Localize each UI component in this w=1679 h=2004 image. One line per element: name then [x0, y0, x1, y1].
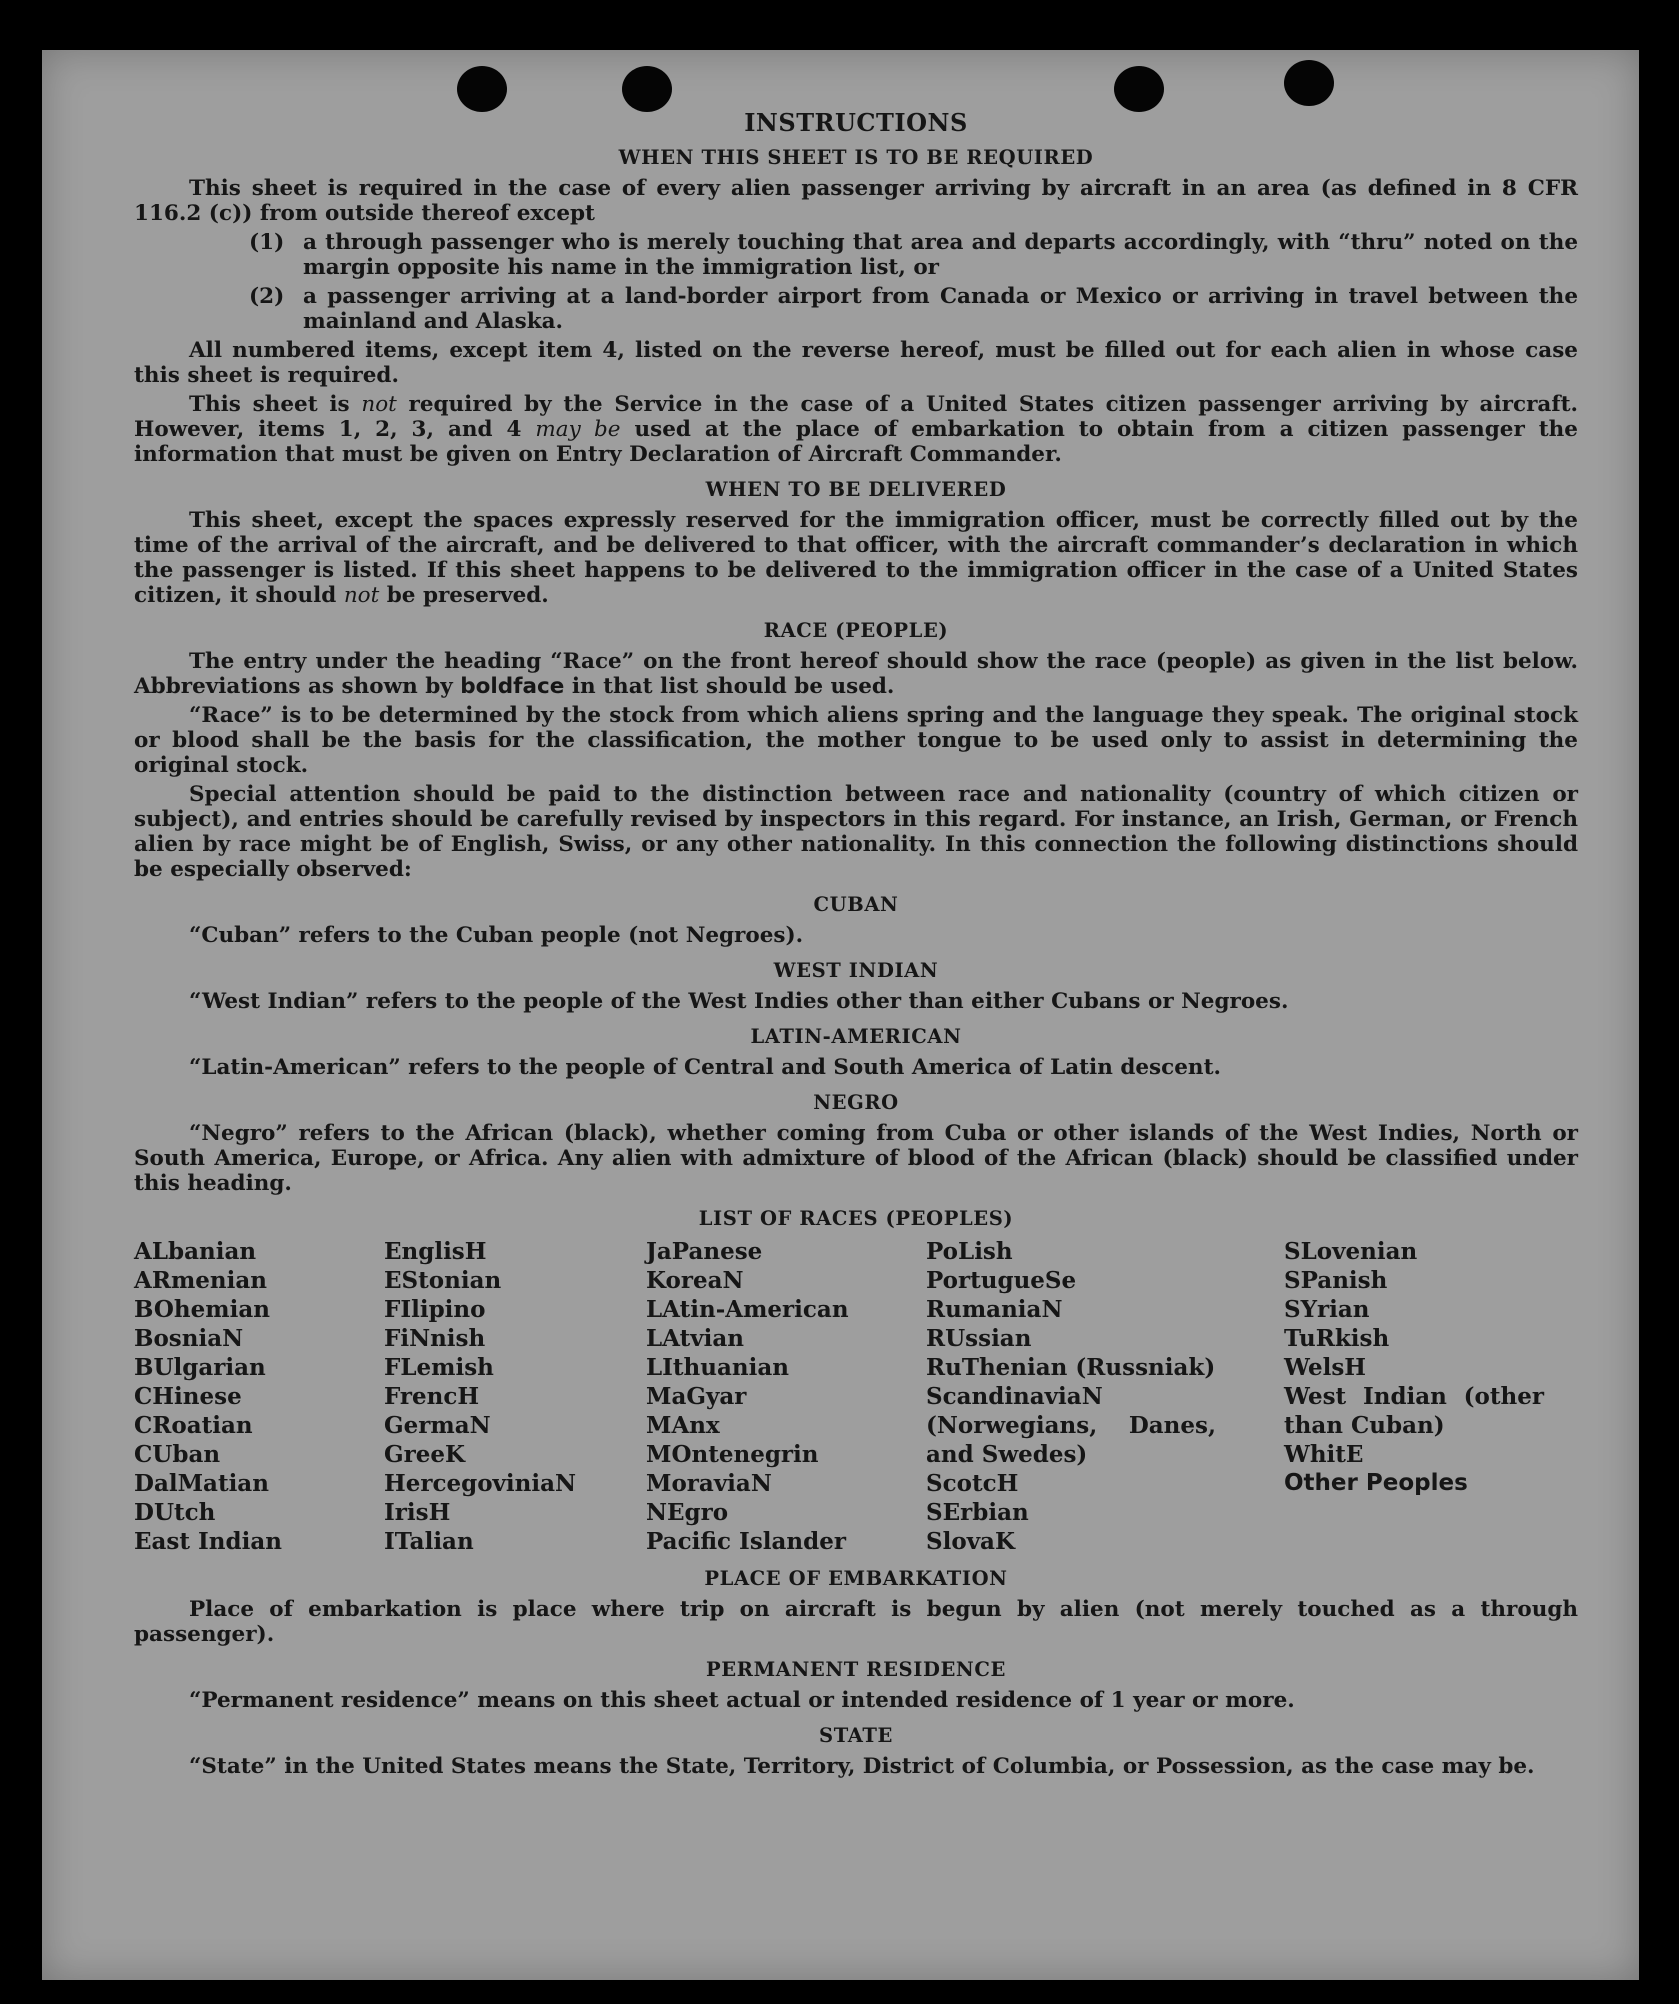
race-item: Other Peoples	[1284, 1470, 1468, 1496]
race-list	[134, 1237, 1578, 1556]
required-paragraph: This sheet is required in the case of every alien passenger arriving by aircraft in an area (as defined in 8 CFR 116.2 (c)) from outside thereof except	[134, 176, 1578, 226]
race-item: RuThenian (Russniak)	[926, 1354, 1216, 1381]
race-item: BOhemian	[134, 1296, 270, 1323]
race-item: CHinese	[134, 1383, 242, 1410]
cuban-text: “Cuban” refers to the Cuban people (not Negroes).	[189, 923, 804, 948]
race-paragraph-2: “Race” is to be determined by the stock from which aliens spring and the language they speak. The original stock or blood shall be the basis for the classification, the mother tongue to be used only to assist in determining the original stock.	[134, 703, 1578, 778]
item-text: a passenger arriving at a land-border airport from Canada or Mexico or arriving in travel between the mainland and Alaska.	[303, 284, 1578, 334]
citizen-paragraph	[134, 392, 1578, 467]
race-item: BosniaN	[134, 1325, 244, 1352]
punch-hole	[1284, 60, 1334, 106]
embarkation-text: Place of embarkation is place where trip on aircraft is begun by alien (not merely touched as a through passenger).	[134, 1597, 1578, 1647]
race-item: PoLish	[926, 1238, 1013, 1265]
race-column-3	[646, 1237, 926, 1556]
text-run: This sheet is	[189, 392, 362, 417]
race-item: TuRkish	[1284, 1325, 1390, 1352]
race-item: HercegoviniaN	[384, 1470, 577, 1497]
race-item: ALbanian	[134, 1238, 257, 1265]
heading-delivered: WHEN TO BE DELIVERED	[705, 478, 1007, 501]
text-run: used at the place of embarkation to obtain from a citizen passenger the information that must be given on Entry Declaration of Aircraft Commander.	[134, 417, 1578, 467]
boldface-word: boldface	[460, 674, 565, 699]
west-indian-text: “West Indian” refers to the people of the West Indies other than either Cubans or Negroes.	[189, 989, 1289, 1014]
race-item: FiNnish	[384, 1325, 486, 1352]
race-item: NEgro	[646, 1499, 729, 1526]
emphasis-not: not	[361, 392, 397, 417]
race-item: RUssian	[926, 1325, 1032, 1352]
race-item: MoraviaN	[646, 1470, 772, 1497]
race-item: JaPanese	[646, 1238, 763, 1265]
race-column-5	[1284, 1237, 1578, 1556]
negro-text: “Negro” refers to the African (black), whether coming from Cuba or other islands of the West Indies, North or South America, Europe, or Africa. Any alien with admixture of blood of the African (black) should be classified under this heading.	[134, 1121, 1578, 1196]
race-item: ARmenian	[134, 1267, 268, 1294]
race-item: SErbian	[926, 1499, 1029, 1526]
race-item: LIthuanian	[646, 1354, 789, 1381]
race-item: CRoatian	[134, 1412, 253, 1439]
text-run: be preserved.	[379, 583, 549, 608]
delivered-paragraph	[134, 508, 1578, 608]
race-item: GreeK	[384, 1441, 466, 1468]
heading-state: STATE	[819, 1724, 893, 1747]
heading-required: WHEN THIS SHEET IS TO BE REQUIRED	[618, 146, 1094, 169]
race-item: MaGyar	[646, 1383, 747, 1410]
item-number: (1)	[249, 230, 285, 255]
race-item: SlovaK	[926, 1528, 1015, 1555]
heading-race: RACE (PEOPLE)	[763, 619, 949, 642]
page-title: INSTRUCTIONS	[744, 108, 968, 137]
heading-residence: PERMANENT RESIDENCE	[706, 1658, 1006, 1681]
race-item: KoreaN	[646, 1267, 744, 1294]
race-item: EnglisH	[384, 1238, 487, 1265]
heading-cuban: CUBAN	[813, 893, 899, 916]
text-run: The entry under the heading “Race” on the front hereof should show the race (people) as given in the list below. Abbreviations as shown by	[134, 649, 1578, 699]
emphasis-not: not	[343, 583, 380, 608]
punch-hole	[622, 66, 672, 112]
exception-item-1	[249, 230, 1578, 280]
numbered-items-paragraph: All numbered items, except item 4, listed on the reverse hereof, must be filled out for each alien in whose case this sheet is required.	[134, 338, 1578, 388]
race-paragraph-3: Special attention should be paid to the distinction between race and nationality (country of which citizen or subject), and entries should be carefully revised by inspectors in this regard. For instance, an Irish, German, or French alien by race might be of English, Swiss, or any other nationality. In this connection the following distinctions should be especially observed:	[134, 782, 1578, 882]
race-item: West Indian (other than Cuban)	[1284, 1383, 1544, 1439]
document-sheet	[42, 50, 1639, 1980]
race-item: ScandinaviaN (Norwegians, Danes, and Swedes)	[926, 1383, 1216, 1468]
race-item: RumaniaN	[926, 1296, 1063, 1323]
race-item: CUban	[134, 1441, 221, 1468]
race-item: DalMatian	[134, 1470, 269, 1497]
race-item: East Indian	[134, 1528, 282, 1555]
heading-list-of-races: LIST OF RACES (PEOPLES)	[698, 1207, 1014, 1230]
race-column-1	[134, 1237, 384, 1556]
race-column-2	[384, 1237, 646, 1556]
heading-west-indian: WEST INDIAN	[773, 959, 939, 982]
race-item: LAtin-American	[646, 1296, 849, 1323]
race-item: FIlipino	[384, 1296, 486, 1323]
instructions-body	[134, 110, 1578, 1783]
residence-text: “Permanent residence” means on this sheet actual or intended residence of 1 year or more.	[189, 1688, 1295, 1713]
race-item: PortugueSe	[926, 1267, 1077, 1294]
race-paragraph-1	[134, 649, 1578, 699]
text-run: in that list should be used.	[564, 674, 895, 699]
race-item: GermaN	[384, 1412, 491, 1439]
race-item: SYrian	[1284, 1296, 1370, 1323]
race-item: FrencH	[384, 1383, 480, 1410]
state-text: “State” in the United States means the State, Territory, District of Columbia, or Possession, as the case may be.	[189, 1754, 1535, 1779]
race-item: ITalian	[384, 1528, 474, 1555]
race-item: IrisH	[384, 1499, 451, 1526]
race-item: Pacific Islander	[646, 1528, 846, 1555]
race-item: ScotcH	[926, 1470, 1019, 1497]
race-item: WhitE	[1284, 1441, 1364, 1468]
heading-latin-american: LATIN-AMERICAN	[750, 1025, 962, 1048]
race-item: LAtvian	[646, 1325, 744, 1352]
item-text: a through passenger who is merely touching that area and departs accordingly, with “thru” noted on the margin opposite his name in the immigration list, or	[303, 230, 1578, 280]
text-run: required by the Service in the case of a United States citizen passenger arriving by aircraft. However, items 1, 2, 3, and 4	[134, 392, 1578, 442]
race-item: WelsH	[1284, 1354, 1367, 1381]
race-item: SLovenian	[1284, 1238, 1418, 1265]
latin-american-text: “Latin-American” refers to the people of Central and South America of Latin descent.	[189, 1055, 1221, 1080]
race-item: FLemish	[384, 1354, 494, 1381]
race-item: BUlgarian	[134, 1354, 266, 1381]
text-run: This sheet, except the spaces expressly reserved for the immigration officer, must be correctly filled out by the time of the arrival of the aircraft, and be delivered to that officer, with the aircraft commander’s declaration in which the passenger is listed. If this sheet happens to be delivered to the immigration officer in the case of a United States citizen, it should	[134, 508, 1578, 608]
heading-negro: NEGRO	[813, 1091, 899, 1114]
exception-item-2	[249, 284, 1578, 334]
emphasis-may-be: may be	[535, 417, 621, 442]
race-column-4	[926, 1237, 1284, 1556]
item-number: (2)	[249, 284, 285, 309]
race-item: EStonian	[384, 1267, 502, 1294]
punch-hole	[457, 66, 507, 112]
race-item: DUtch	[134, 1499, 216, 1526]
punch-hole	[1114, 66, 1164, 112]
race-item: MAnx	[646, 1412, 720, 1439]
race-item: MOntenegrin	[646, 1441, 819, 1468]
race-item: SPanish	[1284, 1267, 1388, 1294]
heading-embarkation: PLACE OF EMBARKATION	[704, 1567, 1008, 1590]
